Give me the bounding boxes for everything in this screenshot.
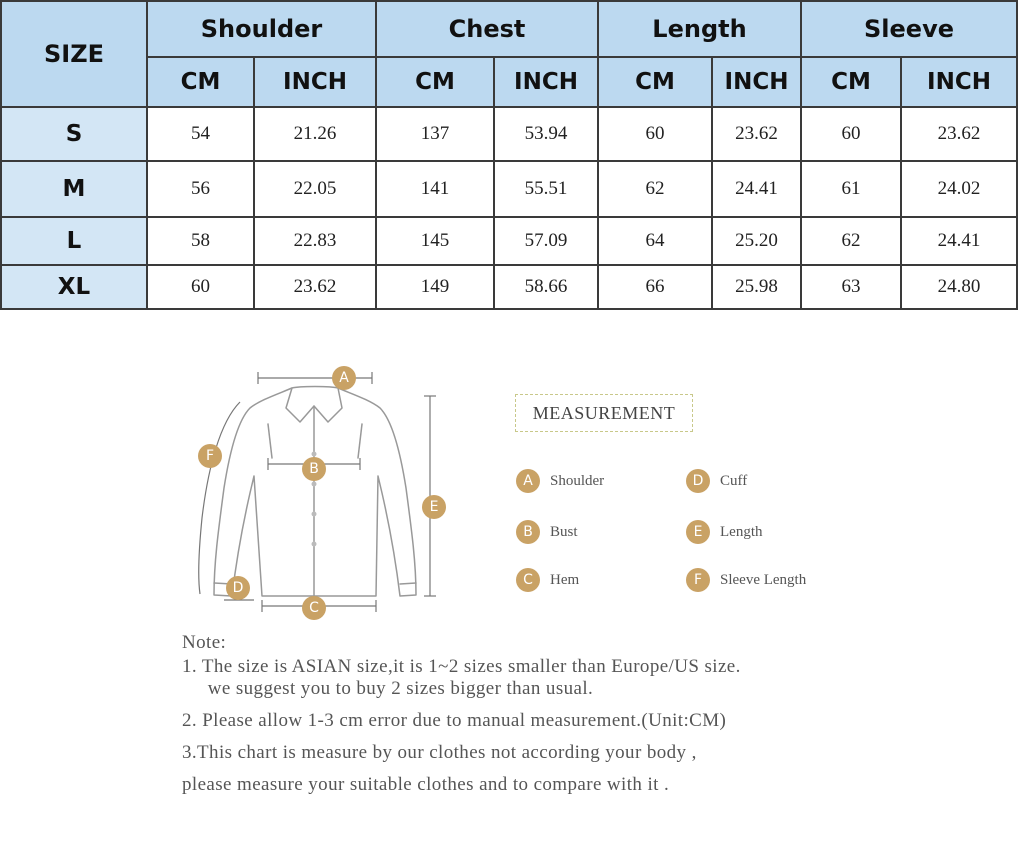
unit-cm-header: CM <box>147 57 254 107</box>
note-line: please measure your suitable clothes and to compare with it . <box>182 774 670 795</box>
table-cell: 57.09 <box>494 217 598 265</box>
table-cell: 21.26 <box>254 107 376 161</box>
table-cell: 25.20 <box>712 217 801 265</box>
table-row <box>1 217 1017 265</box>
note-line: 1. The size is ASIAN size,it is 1~2 sizes smaller than Europe/US size. <box>182 656 741 677</box>
measurement-title: MEASUREMENT <box>515 394 693 432</box>
marker-c-icon: C <box>516 568 540 592</box>
legend-label: Hem <box>550 571 580 588</box>
table-cell: 61 <box>801 161 901 217</box>
table-cell: 60 <box>598 107 712 161</box>
unit-inch-header: INCH <box>712 57 801 107</box>
table-cell: 66 <box>598 265 712 309</box>
size-label: XL <box>1 265 147 309</box>
marker-b-icon: B <box>516 520 540 544</box>
legend-label: Length <box>720 523 763 540</box>
legend-item-sleeve-length <box>686 568 806 592</box>
table-cell: 53.94 <box>494 107 598 161</box>
unit-inch-header: INCH <box>494 57 598 107</box>
table-cell: 145 <box>376 217 494 265</box>
table-cell: 23.62 <box>901 107 1017 161</box>
marker-f-icon: F <box>198 444 222 468</box>
shirt-measurement-diagram <box>180 358 460 628</box>
table-cell: 22.05 <box>254 161 376 217</box>
length-header: Length <box>598 1 801 57</box>
marker-c-icon: C <box>302 596 326 620</box>
legend-label: Bust <box>550 523 578 540</box>
table-cell: 24.02 <box>901 161 1017 217</box>
table-cell: 149 <box>376 265 494 309</box>
unit-cm-header: CM <box>801 57 901 107</box>
unit-cm-header: CM <box>376 57 494 107</box>
size-label: L <box>1 217 147 265</box>
chest-header: Chest <box>376 1 598 57</box>
marker-b-icon: B <box>302 457 326 481</box>
table-cell: 58.66 <box>494 265 598 309</box>
legend-item-bust <box>516 520 578 544</box>
table-cell: 58 <box>147 217 254 265</box>
table-cell: 63 <box>801 265 901 309</box>
unit-cm-header: CM <box>598 57 712 107</box>
table-row <box>1 265 1017 309</box>
table-cell: 24.41 <box>712 161 801 217</box>
table-cell: 60 <box>801 107 901 161</box>
note-line: 3.This chart is measure by our clothes not according your body , <box>182 742 697 763</box>
table-cell: 25.98 <box>712 265 801 309</box>
table-cell: 22.83 <box>254 217 376 265</box>
notes-section <box>182 632 741 796</box>
marker-e-icon: E <box>686 520 710 544</box>
legend-item-shoulder <box>516 469 604 493</box>
table-cell: 60 <box>147 265 254 309</box>
unit-inch-header: INCH <box>901 57 1017 107</box>
note-line: we suggest you to buy 2 sizes bigger than usual. <box>182 678 594 699</box>
size-header: SIZE <box>1 1 147 107</box>
marker-f-icon: F <box>686 568 710 592</box>
legend-label: Sleeve Length <box>720 571 807 588</box>
table-row <box>1 161 1017 217</box>
table-cell: 62 <box>801 217 901 265</box>
table-cell: 55.51 <box>494 161 598 217</box>
table-cell: 64 <box>598 217 712 265</box>
legend-item-cuff <box>686 469 747 493</box>
shoulder-header: Shoulder <box>147 1 376 57</box>
size-chart-table <box>0 0 1018 310</box>
table-cell: 62 <box>598 161 712 217</box>
table-cell: 137 <box>376 107 494 161</box>
size-label: M <box>1 161 147 217</box>
table-cell: 141 <box>376 161 494 217</box>
marker-a-icon: A <box>516 469 540 493</box>
note-line: 2. Please allow 1-3 cm error due to manual measurement.(Unit:CM) <box>182 710 727 731</box>
table-cell: 23.62 <box>254 265 376 309</box>
size-label: S <box>1 107 147 161</box>
shirt-outline-icon <box>180 358 460 628</box>
unit-inch-header: INCH <box>254 57 376 107</box>
marker-d-icon: D <box>226 576 250 600</box>
table-cell: 23.62 <box>712 107 801 161</box>
legend-label: Shoulder <box>550 472 605 489</box>
notes-heading: Note: <box>182 632 227 653</box>
table-cell: 54 <box>147 107 254 161</box>
table-row <box>1 107 1017 161</box>
table-cell: 24.80 <box>901 265 1017 309</box>
marker-e-icon: E <box>422 495 446 519</box>
legend-item-length <box>686 520 763 544</box>
table-cell: 24.41 <box>901 217 1017 265</box>
marker-d-icon: D <box>686 469 710 493</box>
table-cell: 56 <box>147 161 254 217</box>
marker-a-icon: A <box>332 366 356 390</box>
legend-label: Cuff <box>720 472 748 489</box>
legend-item-hem <box>516 568 579 592</box>
sleeve-header: Sleeve <box>801 1 1017 57</box>
